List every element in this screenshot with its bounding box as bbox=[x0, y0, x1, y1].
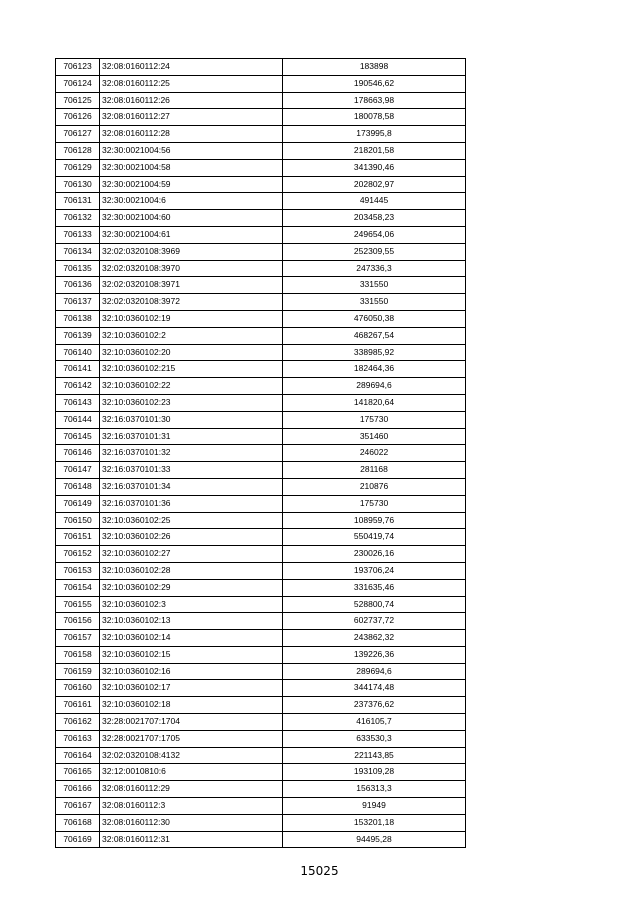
cadastral-code-cell: 32:28:0021707:1705 bbox=[100, 730, 283, 747]
value-cell: 476050,38 bbox=[283, 310, 466, 327]
page-number: 15025 bbox=[300, 864, 339, 878]
cadastral-code-cell: 32:08:0160112:29 bbox=[100, 781, 283, 798]
cadastral-code-cell: 32:30:0021004:58 bbox=[100, 159, 283, 176]
table-row bbox=[56, 126, 466, 143]
row-number-cell: 706163 bbox=[56, 730, 100, 747]
value-cell: 141820,64 bbox=[283, 394, 466, 411]
cadastral-code-cell: 32:16:0370101:33 bbox=[100, 462, 283, 479]
row-number-cell: 706124 bbox=[56, 75, 100, 92]
row-number-cell: 706167 bbox=[56, 798, 100, 815]
row-number-cell: 706123 bbox=[56, 59, 100, 76]
row-number-cell: 706164 bbox=[56, 747, 100, 764]
value-cell: 175730 bbox=[283, 495, 466, 512]
cadastral-code-cell: 32:10:0360102:22 bbox=[100, 378, 283, 395]
value-cell: 94495,28 bbox=[283, 831, 466, 848]
table-row bbox=[56, 361, 466, 378]
row-number-cell: 706161 bbox=[56, 697, 100, 714]
row-number-cell: 706151 bbox=[56, 529, 100, 546]
cadastral-code-cell: 32:10:0360102:17 bbox=[100, 680, 283, 697]
cadastral-code-cell: 32:28:0021707:1704 bbox=[100, 714, 283, 731]
row-number-cell: 706146 bbox=[56, 445, 100, 462]
row-number-cell: 706136 bbox=[56, 277, 100, 294]
value-cell: 230026,16 bbox=[283, 546, 466, 563]
table-row bbox=[56, 562, 466, 579]
table-row bbox=[56, 579, 466, 596]
row-number-cell: 706147 bbox=[56, 462, 100, 479]
table-row bbox=[56, 747, 466, 764]
table-row bbox=[56, 764, 466, 781]
table-row bbox=[56, 529, 466, 546]
table-row bbox=[56, 226, 466, 243]
value-cell: 344174,48 bbox=[283, 680, 466, 697]
row-number-cell: 706138 bbox=[56, 310, 100, 327]
value-cell: 237376,62 bbox=[283, 697, 466, 714]
row-number-cell: 706137 bbox=[56, 294, 100, 311]
row-number-cell: 706127 bbox=[56, 126, 100, 143]
row-number-cell: 706140 bbox=[56, 344, 100, 361]
table-row bbox=[56, 243, 466, 260]
cadastral-code-cell: 32:08:0160112:24 bbox=[100, 59, 283, 76]
row-number-cell: 706129 bbox=[56, 159, 100, 176]
value-cell: 249654,06 bbox=[283, 226, 466, 243]
row-number-cell: 706166 bbox=[56, 781, 100, 798]
table-row bbox=[56, 798, 466, 815]
cadastral-code-cell: 32:10:0360102:28 bbox=[100, 562, 283, 579]
value-cell: 351460 bbox=[283, 428, 466, 445]
value-cell: 175730 bbox=[283, 411, 466, 428]
value-cell: 182464,36 bbox=[283, 361, 466, 378]
row-number-cell: 706152 bbox=[56, 546, 100, 563]
value-cell: 633530,3 bbox=[283, 730, 466, 747]
cadastral-code-cell: 32:10:0360102:29 bbox=[100, 579, 283, 596]
table-row bbox=[56, 193, 466, 210]
value-cell: 246022 bbox=[283, 445, 466, 462]
cadastral-code-cell: 32:16:0370101:36 bbox=[100, 495, 283, 512]
row-number-cell: 706162 bbox=[56, 714, 100, 731]
row-number-cell: 706130 bbox=[56, 176, 100, 193]
value-cell: 153201,18 bbox=[283, 814, 466, 831]
cadastral-code-cell: 32:10:0360102:23 bbox=[100, 394, 283, 411]
value-cell: 331635,46 bbox=[283, 579, 466, 596]
row-number-cell: 706159 bbox=[56, 663, 100, 680]
cadastral-code-cell: 32:16:0370101:34 bbox=[100, 478, 283, 495]
cadastral-code-cell: 32:02:0320108:3972 bbox=[100, 294, 283, 311]
cadastral-code-cell: 32:30:0021004:61 bbox=[100, 226, 283, 243]
table-row bbox=[56, 781, 466, 798]
cadastral-code-cell: 32:10:0360102:27 bbox=[100, 546, 283, 563]
table-row bbox=[56, 344, 466, 361]
table-row bbox=[56, 831, 466, 848]
value-cell: 289694,6 bbox=[283, 378, 466, 395]
table-row bbox=[56, 596, 466, 613]
table-row bbox=[56, 697, 466, 714]
value-cell: 190546,62 bbox=[283, 75, 466, 92]
table-row bbox=[56, 277, 466, 294]
value-cell: 178663,98 bbox=[283, 92, 466, 109]
table-row bbox=[56, 730, 466, 747]
row-number-cell: 706131 bbox=[56, 193, 100, 210]
table-row bbox=[56, 59, 466, 76]
value-cell: 210876 bbox=[283, 478, 466, 495]
value-cell: 156313,3 bbox=[283, 781, 466, 798]
table-row bbox=[56, 714, 466, 731]
cadastral-code-cell: 32:10:0360102:13 bbox=[100, 613, 283, 630]
row-number-cell: 706142 bbox=[56, 378, 100, 395]
value-cell: 331550 bbox=[283, 294, 466, 311]
table-row bbox=[56, 630, 466, 647]
row-number-cell: 706143 bbox=[56, 394, 100, 411]
value-cell: 289694,6 bbox=[283, 663, 466, 680]
value-cell: 180078,58 bbox=[283, 109, 466, 126]
table-row bbox=[56, 445, 466, 462]
row-number-cell: 706157 bbox=[56, 630, 100, 647]
cadastral-code-cell: 32:10:0360102:16 bbox=[100, 663, 283, 680]
cadastral-code-cell: 32:08:0160112:26 bbox=[100, 92, 283, 109]
value-cell: 491445 bbox=[283, 193, 466, 210]
table-row bbox=[56, 310, 466, 327]
table-row bbox=[56, 327, 466, 344]
value-cell: 468267,54 bbox=[283, 327, 466, 344]
cadastral-code-cell: 32:10:0360102:14 bbox=[100, 630, 283, 647]
row-number-cell: 706125 bbox=[56, 92, 100, 109]
row-number-cell: 706154 bbox=[56, 579, 100, 596]
row-number-cell: 706155 bbox=[56, 596, 100, 613]
row-number-cell: 706126 bbox=[56, 109, 100, 126]
row-number-cell: 706128 bbox=[56, 142, 100, 159]
cadastral-code-cell: 32:08:0160112:30 bbox=[100, 814, 283, 831]
value-cell: 108959,76 bbox=[283, 512, 466, 529]
row-number-cell: 706168 bbox=[56, 814, 100, 831]
table-row bbox=[56, 142, 466, 159]
cadastral-code-cell: 32:10:0360102:2 bbox=[100, 327, 283, 344]
value-cell: 247336,3 bbox=[283, 260, 466, 277]
value-cell: 202802,97 bbox=[283, 176, 466, 193]
row-number-cell: 706158 bbox=[56, 646, 100, 663]
cadastral-code-cell: 32:10:0360102:18 bbox=[100, 697, 283, 714]
cadastral-code-cell: 32:08:0160112:27 bbox=[100, 109, 283, 126]
cadastral-code-cell: 32:30:0021004:56 bbox=[100, 142, 283, 159]
row-number-cell: 706133 bbox=[56, 226, 100, 243]
row-number-cell: 706153 bbox=[56, 562, 100, 579]
cadastral-code-cell: 32:02:0320108:4132 bbox=[100, 747, 283, 764]
cadastral-code-cell: 32:10:0360102:26 bbox=[100, 529, 283, 546]
value-cell: 341390,46 bbox=[283, 159, 466, 176]
row-number-cell: 706144 bbox=[56, 411, 100, 428]
value-cell: 193109,28 bbox=[283, 764, 466, 781]
cadastral-code-cell: 32:30:0021004:60 bbox=[100, 210, 283, 227]
table-row bbox=[56, 260, 466, 277]
value-cell: 221143,85 bbox=[283, 747, 466, 764]
value-cell: 602737,72 bbox=[283, 613, 466, 630]
table-row bbox=[56, 680, 466, 697]
cadastral-code-cell: 32:08:0160112:3 bbox=[100, 798, 283, 815]
cadastral-code-cell: 32:16:0370101:32 bbox=[100, 445, 283, 462]
row-number-cell: 706148 bbox=[56, 478, 100, 495]
table-row bbox=[56, 462, 466, 479]
cadastral-code-cell: 32:10:0360102:20 bbox=[100, 344, 283, 361]
table-row bbox=[56, 176, 466, 193]
cadastral-code-cell: 32:30:0021004:59 bbox=[100, 176, 283, 193]
cadastral-code-cell: 32:02:0320108:3970 bbox=[100, 260, 283, 277]
row-number-cell: 706141 bbox=[56, 361, 100, 378]
value-cell: 183898 bbox=[283, 59, 466, 76]
table-row bbox=[56, 92, 466, 109]
table-body bbox=[56, 59, 466, 848]
row-number-cell: 706134 bbox=[56, 243, 100, 260]
table-row bbox=[56, 663, 466, 680]
cadastral-code-cell: 32:02:0320108:3969 bbox=[100, 243, 283, 260]
cadastral-code-cell: 32:10:0360102:3 bbox=[100, 596, 283, 613]
cadastral-code-cell: 32:10:0360102:15 bbox=[100, 646, 283, 663]
value-cell: 252309,55 bbox=[283, 243, 466, 260]
value-cell: 281168 bbox=[283, 462, 466, 479]
table-row bbox=[56, 75, 466, 92]
value-cell: 91949 bbox=[283, 798, 466, 815]
cadastral-code-cell: 32:10:0360102:25 bbox=[100, 512, 283, 529]
table-row bbox=[56, 378, 466, 395]
row-number-cell: 706160 bbox=[56, 680, 100, 697]
row-number-cell: 706150 bbox=[56, 512, 100, 529]
row-number-cell: 706165 bbox=[56, 764, 100, 781]
row-number-cell: 706139 bbox=[56, 327, 100, 344]
table-row bbox=[56, 428, 466, 445]
cadastral-code-cell: 32:16:0370101:31 bbox=[100, 428, 283, 445]
table-row bbox=[56, 512, 466, 529]
cadastral-code-cell: 32:10:0360102:19 bbox=[100, 310, 283, 327]
cadastral-code-cell: 32:08:0160112:31 bbox=[100, 831, 283, 848]
value-cell: 416105,7 bbox=[283, 714, 466, 731]
table-row bbox=[56, 159, 466, 176]
table-row bbox=[56, 546, 466, 563]
row-number-cell: 706132 bbox=[56, 210, 100, 227]
table-row bbox=[56, 411, 466, 428]
value-cell: 331550 bbox=[283, 277, 466, 294]
value-cell: 550419,74 bbox=[283, 529, 466, 546]
table-row bbox=[56, 478, 466, 495]
cadastral-code-cell: 32:12:0010810:6 bbox=[100, 764, 283, 781]
row-number-cell: 706149 bbox=[56, 495, 100, 512]
value-cell: 243862,32 bbox=[283, 630, 466, 647]
cadastral-code-cell: 32:10:0360102:215 bbox=[100, 361, 283, 378]
table-row bbox=[56, 613, 466, 630]
value-cell: 203458,23 bbox=[283, 210, 466, 227]
value-cell: 173995,8 bbox=[283, 126, 466, 143]
table-row bbox=[56, 646, 466, 663]
data-table bbox=[55, 58, 466, 848]
table-row bbox=[56, 109, 466, 126]
value-cell: 139226,36 bbox=[283, 646, 466, 663]
cadastral-code-cell: 32:02:0320108:3971 bbox=[100, 277, 283, 294]
table-row bbox=[56, 394, 466, 411]
row-number-cell: 706169 bbox=[56, 831, 100, 848]
cadastral-code-cell: 32:08:0160112:28 bbox=[100, 126, 283, 143]
row-number-cell: 706156 bbox=[56, 613, 100, 630]
table-row bbox=[56, 814, 466, 831]
value-cell: 218201,58 bbox=[283, 142, 466, 159]
value-cell: 528800,74 bbox=[283, 596, 466, 613]
cadastral-code-cell: 32:08:0160112:25 bbox=[100, 75, 283, 92]
table-row bbox=[56, 495, 466, 512]
row-number-cell: 706145 bbox=[56, 428, 100, 445]
value-cell: 193706,24 bbox=[283, 562, 466, 579]
cadastral-code-cell: 32:30:0021004:6 bbox=[100, 193, 283, 210]
row-number-cell: 706135 bbox=[56, 260, 100, 277]
value-cell: 338985,92 bbox=[283, 344, 466, 361]
table-row bbox=[56, 294, 466, 311]
cadastral-code-cell: 32:16:0370101:30 bbox=[100, 411, 283, 428]
table-row bbox=[56, 210, 466, 227]
